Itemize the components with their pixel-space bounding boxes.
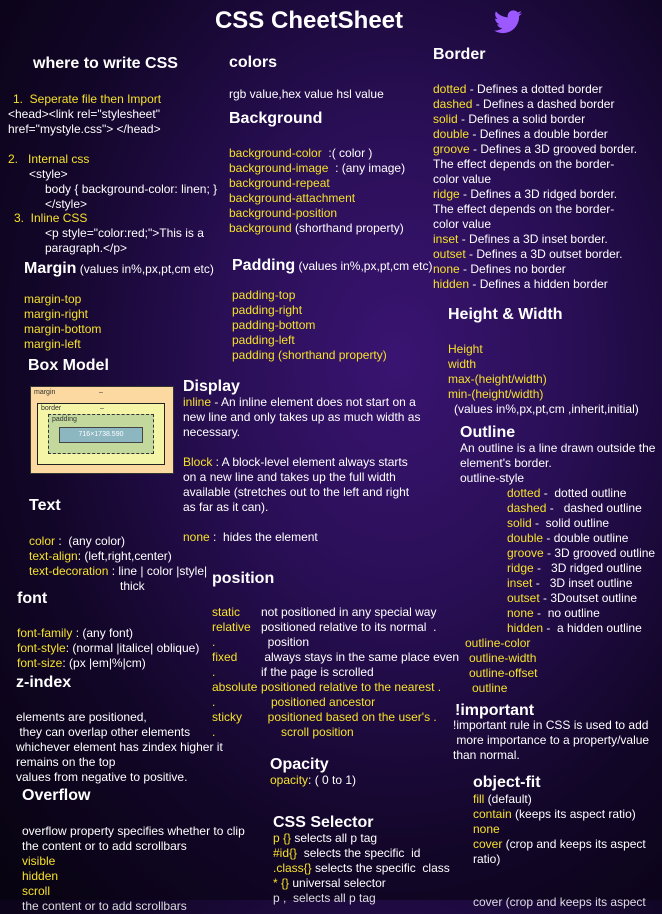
list-item: width <box>448 357 477 371</box>
text-list <box>29 534 207 579</box>
text-line: more importance to a property/value <box>453 733 650 747</box>
display-heading: Display <box>183 378 240 395</box>
box-border-layer <box>37 403 165 465</box>
twitter-bird-icon <box>494 10 522 34</box>
list-item: #id{} selects the specific id <box>273 846 421 860</box>
outline-heading: Outline <box>460 424 516 441</box>
list-item: margin-bottom <box>24 322 102 336</box>
list-item: outline-offset <box>469 666 538 680</box>
box-model-diagram <box>30 386 174 474</box>
margin-label: margin <box>34 389 56 396</box>
list-item: margin-right <box>24 307 89 321</box>
position-desc: always stays in the same place even <box>261 650 460 664</box>
list-item: dashed - Defines a dashed border <box>433 97 615 111</box>
text-line: remains on the top <box>16 755 116 769</box>
list-item: hidden - a hidden outline <box>507 621 642 635</box>
position-desc: scroll position <box>261 725 354 739</box>
text-line: on a new line and takes up the full width <box>183 470 396 484</box>
selector-heading: CSS Selector <box>273 814 374 831</box>
list-item: groove - Defines a 3D grooved border. <box>433 142 638 156</box>
background-list <box>229 146 405 236</box>
list-item: padding (shorthand property) <box>232 348 387 362</box>
list-item: font-style: (normal |italice| oblique) <box>17 641 200 655</box>
display-block <box>183 455 409 515</box>
object-fit-list <box>473 792 646 867</box>
outline-intro <box>460 441 655 486</box>
list-item: color : (any color) <box>29 534 126 548</box>
object-fit-cut: cover (crop and keeps its aspect <box>473 895 646 909</box>
list-item: background-position <box>229 206 338 220</box>
padding-note: (values in%,px,pt,cm etc) <box>295 259 433 273</box>
list-item: solid - Defines a solid border <box>433 112 586 126</box>
important-heading: !important <box>455 702 535 719</box>
list-item: cover (crop and keeps its aspect <box>473 837 646 851</box>
text-line: elements are positioned, <box>16 710 147 724</box>
opacity-text: opacity: ( 0 to 1) <box>270 773 357 787</box>
position-desc: positioned based on the user's . <box>261 710 437 724</box>
list-item: background-repeat <box>229 176 330 190</box>
where-code-line: paragraph.</p> <box>45 241 128 255</box>
display-inline <box>183 395 420 440</box>
position-desc: positioned relative to the nearest . <box>261 680 442 694</box>
position-desc: if the page is scrolled <box>261 665 374 679</box>
list-item: double - double outline <box>507 531 629 545</box>
text-line: as far as it can). <box>183 500 269 514</box>
text-line: Block : A block-level element always starts <box>183 455 408 469</box>
list-item: text-decoration : line | color |style| <box>29 564 208 578</box>
background-heading: Background <box>229 110 323 127</box>
list-item: visible <box>22 854 56 868</box>
text-decoration-cont: thick <box>120 579 145 593</box>
margin-heading-row <box>24 259 214 279</box>
list-item: * {} universal selector <box>273 876 386 890</box>
list-item: dashed - dashed outline <box>507 501 642 515</box>
where-heading: where to write CSS <box>33 55 178 72</box>
position-descs <box>261 605 459 740</box>
box-content-layer: 716×1738.590 <box>59 427 143 443</box>
border-label: border <box>41 405 62 412</box>
position-desc: position <box>261 635 310 649</box>
opacity-heading: Opacity <box>270 756 329 773</box>
zindex-heading: z-index <box>16 674 72 691</box>
list-item: background (shorthand property) <box>229 221 404 235</box>
list-item: margin-top <box>24 292 82 306</box>
list-item: outline-color <box>465 636 531 650</box>
list-item: inset - Defines a 3D inset border. <box>433 232 608 246</box>
list-item: inset - 3D inset outline <box>507 576 633 590</box>
text-line: An outline is a line drawn outside the <box>460 441 656 455</box>
list-item: padding-top <box>232 288 296 302</box>
position-prop: . <box>212 695 216 709</box>
text-line: outline-style <box>460 471 525 485</box>
list-item: none - no outline <box>507 606 600 620</box>
list-item: text-align: (left,right,center) <box>29 549 172 563</box>
list-item: Height <box>448 342 483 356</box>
page-title: CSS CheetSheet <box>214 7 404 34</box>
list-item: p {} selects all p tag <box>273 831 378 845</box>
position-prop: . <box>212 665 216 679</box>
list-item: min-(height/width) <box>448 387 544 401</box>
list-item: dotted - dotted outline <box>507 486 627 500</box>
text-heading: Text <box>29 497 61 514</box>
text-line: the content or to add scrollbars <box>22 899 187 913</box>
list-item: scroll <box>22 884 51 898</box>
list-item: ratio) <box>473 852 501 866</box>
dash-mark: – <box>100 405 104 412</box>
list-item: dotted - Defines a dotted border <box>433 82 603 96</box>
object-fit-heading: object-fit <box>473 774 541 791</box>
list-item: outline-width <box>469 651 537 665</box>
padding-heading: Padding <box>232 257 296 274</box>
box-padding-layer <box>48 414 154 454</box>
text-line: new line and only takes up as much width as <box>183 410 421 424</box>
text-line: p , selects all p tag <box>273 891 376 905</box>
important-text <box>453 718 649 763</box>
text-line: available (stretches out to the left and right <box>183 485 410 499</box>
text-line: element's border. <box>460 456 552 470</box>
text-line: values from negative to positive. <box>16 770 188 784</box>
text-line: inline - An inline element does not start on a <box>183 395 416 409</box>
height-width-note: (values in%,px,pt,cm ,inherit,initial) <box>454 402 639 416</box>
list-item: The effect depends on the border- <box>433 157 615 171</box>
list-item: ridge - Defines a 3D ridged border. <box>433 187 618 201</box>
position-heading: position <box>212 570 275 587</box>
position-prop: fixed <box>212 650 238 664</box>
list-item: groove - 3D grooved outline <box>507 546 656 560</box>
where-code-line: </style> <box>45 197 88 211</box>
overflow-heading: Overflow <box>22 787 91 804</box>
list-item: padding-bottom <box>232 318 316 332</box>
list-item: solid - solid outline <box>507 516 610 530</box>
colors-heading: colors <box>229 54 278 71</box>
list-item: font-size: (px |em|%|cm) <box>17 656 146 670</box>
where-item-3: 3. Inline CSS <box>14 211 88 225</box>
font-heading: font <box>17 590 48 607</box>
box-model-heading: Box Model <box>28 357 109 374</box>
list-item: color value <box>433 217 492 231</box>
text-line: they can overlap other elements <box>16 725 191 739</box>
border-heading: Border <box>433 46 486 63</box>
where-item-1: 1. Seperate file then Import <box>13 92 162 106</box>
text-line: !important rule in CSS is used to add <box>453 718 649 732</box>
list-item: none <box>473 822 500 836</box>
text-line: whichever element has zindex higher it <box>16 740 223 754</box>
list-item: font-family : (any font) <box>17 626 134 640</box>
position-prop: static <box>212 605 241 619</box>
padding-label: padding <box>52 416 77 423</box>
list-item: hidden - Defines a hidden border <box>433 277 608 291</box>
where-code-line: <head><link rel="stylesheet" <box>8 107 160 121</box>
height-width-heading: Height & Width <box>448 306 563 323</box>
position-desc: not positioned in any special way <box>261 605 437 619</box>
list-item: none - Defines no border <box>433 262 566 276</box>
padding-list <box>232 288 387 363</box>
list-item: fill (default) <box>473 792 532 806</box>
position-desc: positioned ancestor <box>261 695 376 709</box>
margin-heading: Margin <box>24 260 77 277</box>
border-list <box>433 82 637 292</box>
outline-props <box>465 636 538 696</box>
position-prop: . <box>212 725 216 739</box>
list-item: color value <box>433 172 492 186</box>
where-item-2: 2. Internal css <box>8 152 90 166</box>
outline-style-list <box>507 486 655 636</box>
list-item: outset - 3Doutset outline <box>507 591 638 605</box>
list-item: outset - Defines a 3D outset border. <box>433 247 623 261</box>
position-prop: absolute <box>212 680 258 694</box>
list-item: hidden <box>22 869 59 883</box>
list-item: ridge - 3D ridged outline <box>507 561 642 575</box>
list-item: double - Defines a double border <box>433 127 608 141</box>
display-none: none : hides the element <box>183 530 318 544</box>
height-width-list <box>448 342 547 402</box>
list-item: background-attachment <box>229 191 356 205</box>
list-item: background-image : (any image) <box>229 161 406 175</box>
where-code-line: body { background-color: linen; } <box>45 182 218 196</box>
font-list <box>17 626 199 671</box>
position-prop: sticky <box>212 710 242 724</box>
position-desc: positioned relative to its normal . <box>261 620 437 634</box>
text-line: than normal. <box>453 748 520 762</box>
colors-text: rgb value,hex value hsl value <box>229 87 384 101</box>
margin-list <box>24 292 101 352</box>
position-prop: relative <box>212 620 251 634</box>
list-item: background-color :( color ) <box>229 146 373 160</box>
text-line: the content or to add scrollbars <box>22 839 187 853</box>
list-item: margin-left <box>24 337 81 351</box>
where-code-line: <p style="color:red;">This is a <box>45 226 204 240</box>
list-item: padding-left <box>232 333 295 347</box>
list-item: .class{} selects the specific class <box>273 861 450 875</box>
margin-note: (values in%,px,pt,cm etc) <box>76 262 214 276</box>
list-item: padding-right <box>232 303 303 317</box>
list-item: max-(height/width) <box>448 372 547 386</box>
position-prop: . <box>212 635 216 649</box>
zindex-text <box>16 710 223 785</box>
text-line: overflow property specifies whether to clip <box>22 824 245 838</box>
where-code-line: href="mystyle.css"> </head> <box>8 122 161 136</box>
overflow-text <box>22 824 245 913</box>
list-item: contain (keeps its aspect ratio) <box>473 807 636 821</box>
padding-heading-row <box>232 256 433 276</box>
selector-list <box>273 831 450 905</box>
text-line: necessary. <box>183 425 241 439</box>
dash-mark: – <box>99 389 103 396</box>
list-item: outline <box>472 681 508 695</box>
list-item: The effect depends on the border- <box>433 202 615 216</box>
where-code-line: <style> <box>29 167 68 181</box>
